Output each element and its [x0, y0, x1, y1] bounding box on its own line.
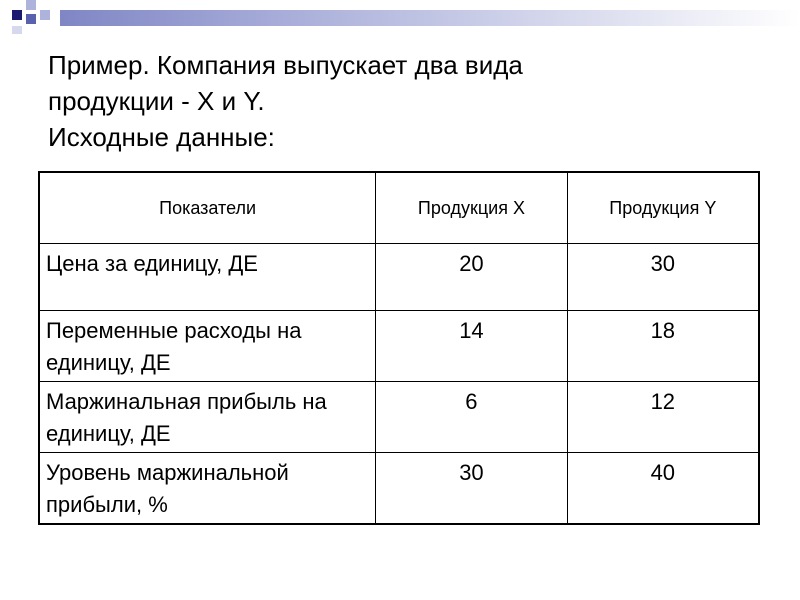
row-label: Маржинальная прибыль на единицу, ДЕ: [39, 382, 376, 453]
table-row: [39, 453, 759, 525]
title-line: продукции - X и Y.: [48, 86, 265, 116]
header-indicators: Показатели: [39, 172, 376, 244]
cell-product-x: 14: [376, 311, 567, 382]
row-label: Переменные расходы на единицу, ДЕ: [39, 311, 376, 382]
table-row: [39, 382, 759, 453]
cell-product-x: 6: [376, 382, 567, 453]
header-product-y: Продукция Y: [567, 172, 759, 244]
slide-decoration: [0, 0, 800, 40]
table-row: [39, 311, 759, 382]
title-line: Исходные данные:: [48, 122, 275, 152]
source-data-table: [38, 171, 760, 525]
table-row: [39, 244, 759, 311]
slide-title: [48, 47, 748, 155]
row-label: Уровень маржинальной прибыли, %: [39, 453, 376, 525]
decor-square-light: [26, 0, 36, 10]
cell-product-x: 20: [376, 244, 567, 311]
cell-product-y: 18: [567, 311, 759, 382]
table-header-row: [39, 172, 759, 244]
cell-product-y: 12: [567, 382, 759, 453]
cell-product-y: 40: [567, 453, 759, 525]
title-line: Пример. Компания выпускает два вида: [48, 50, 523, 80]
decor-square-dark: [12, 10, 22, 20]
header-product-x: Продукция X: [376, 172, 567, 244]
decor-square-mid: [26, 14, 36, 24]
decor-square-light: [40, 10, 50, 20]
decor-square-light: [12, 26, 22, 34]
row-label: Цена за единицу, ДЕ: [39, 244, 376, 311]
decor-gradient-band: [60, 10, 800, 26]
cell-product-y: 30: [567, 244, 759, 311]
cell-product-x: 30: [376, 453, 567, 525]
